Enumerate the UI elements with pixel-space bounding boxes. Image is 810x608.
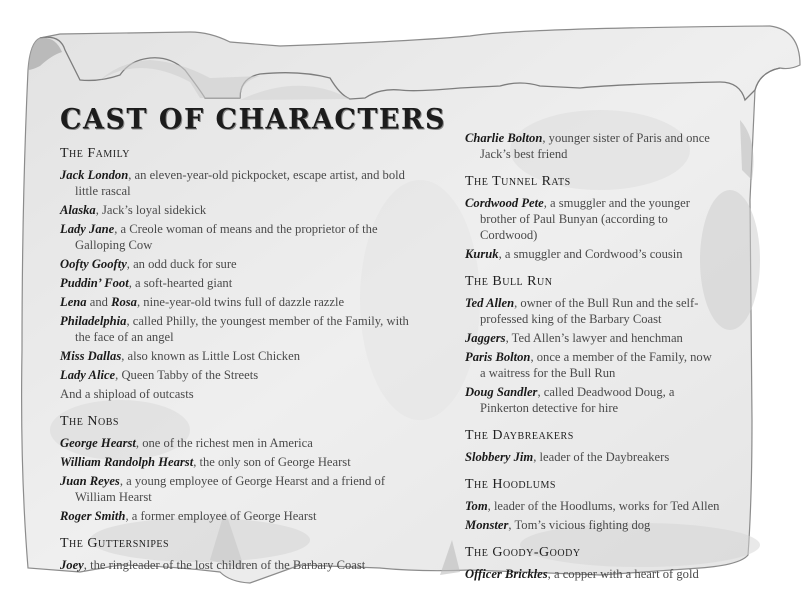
character-name: George Hearst xyxy=(60,436,136,450)
group-title: The Tunnel Rats xyxy=(465,174,571,189)
character-desc: , the ringleader of the lost children of the Barbary Coast xyxy=(83,558,366,572)
character-desc: , younger sister of Paris and once Jack’s best friend xyxy=(480,131,710,161)
character-entry xyxy=(60,294,420,310)
character-entry xyxy=(60,473,420,505)
character-desc: , an odd duck for sure xyxy=(126,257,237,271)
character-entry xyxy=(465,566,720,582)
character-entry xyxy=(60,348,420,364)
character-name: Cordwood Pete xyxy=(465,196,544,210)
character-entry xyxy=(60,454,420,470)
group-the-bull-run xyxy=(465,274,720,416)
character-name: Officer Brickles xyxy=(465,567,548,581)
character-desc: , called Philly, the youngest member of the Family, with the face of an angel xyxy=(75,314,409,344)
group-title: The Bull Run xyxy=(465,274,553,289)
group-title: The Guttersnipes xyxy=(60,536,170,551)
right-column xyxy=(465,130,720,594)
character-entry xyxy=(60,435,420,451)
character-name: Paris Bolton xyxy=(465,350,531,364)
character-desc: , leader of the Daybreakers xyxy=(533,450,670,464)
group-title: The Goody-Goody xyxy=(465,545,581,560)
character-name: Jack London xyxy=(60,168,129,182)
group-family-continued xyxy=(465,130,720,162)
character-name: Monster xyxy=(465,518,509,532)
group-the-goody-goody xyxy=(465,545,720,582)
group-the-guttersnipes xyxy=(60,536,420,573)
character-desc: , Queen Tabby of the Streets xyxy=(115,368,259,382)
character-desc: , leader of the Hoodlums, works for Ted Allen xyxy=(487,499,720,513)
character-entry xyxy=(465,295,720,327)
character-desc: And a shipload of outcasts xyxy=(60,387,194,401)
character-desc: , a former employee of George Hearst xyxy=(125,509,317,523)
character-name: Puddin’ Foot xyxy=(60,276,129,290)
group-title: The Hoodlums xyxy=(465,477,556,492)
character-desc: , a smuggler and the younger brother of Paul Bunyan (according to Cordwood) xyxy=(480,196,690,242)
group-title: The Nobs xyxy=(60,414,119,429)
character-entry xyxy=(60,367,420,383)
character-desc: , the only son of George Hearst xyxy=(193,455,351,469)
character-name: Lady Jane xyxy=(60,222,115,236)
page-title: CAST OF CHARACTERS xyxy=(60,103,446,136)
character-desc: , a smuggler and Cordwood’s cousin xyxy=(498,247,683,261)
character-desc: , Tom’s vicious fighting dog xyxy=(508,518,651,532)
character-desc: , an eleven-year-old pickpocket, escape artist, and bold little rascal xyxy=(75,168,405,198)
character-name: Kuruk xyxy=(465,247,499,261)
group-title: The Daybreakers xyxy=(465,428,574,443)
character-name: Lady Alice xyxy=(60,368,116,382)
character-entry xyxy=(60,508,420,524)
character-entry xyxy=(465,349,720,381)
group-the-hoodlums xyxy=(465,477,720,533)
character-desc: , nine-year-old twins full of dazzle razzle xyxy=(136,295,345,309)
character-name: Philadelphia xyxy=(60,314,127,328)
group-the-tunnel-rats xyxy=(465,174,720,262)
character-desc: , once a member of the Family, now a waitress for the Bull Run xyxy=(480,350,712,380)
character-desc: , called Deadwood Doug, a Pinkerton detective for hire xyxy=(480,385,675,415)
character-entry xyxy=(465,195,720,243)
character-entry xyxy=(60,386,420,402)
character-desc: , owner of the Bull Run and the self-professed king of the Barbary Coast xyxy=(480,296,699,326)
character-desc: and xyxy=(86,295,112,309)
character-name: Doug Sandler xyxy=(465,385,538,399)
character-desc: , Jack’s loyal sidekick xyxy=(95,203,207,217)
character-desc: , one of the richest men in America xyxy=(135,436,313,450)
character-name: Rosa xyxy=(111,295,137,309)
group-the-daybreakers xyxy=(465,428,720,465)
character-entry xyxy=(465,498,720,514)
character-name: William Randolph Hearst xyxy=(60,455,194,469)
character-name: Miss Dallas xyxy=(60,349,122,363)
character-name: Jaggers xyxy=(465,331,506,345)
group-title: The Family xyxy=(60,146,130,161)
character-desc: , a young employee of George Hearst and a friend of William Hearst xyxy=(75,474,386,504)
character-desc: , Ted Allen’s lawyer and henchman xyxy=(505,331,683,345)
character-desc: , also known as Little Lost Chicken xyxy=(121,349,300,363)
character-name: Lena xyxy=(60,295,87,309)
character-name: Alaska xyxy=(60,203,96,217)
character-entry xyxy=(60,256,420,272)
left-column xyxy=(60,146,420,585)
character-entry xyxy=(465,517,720,533)
character-desc: , a Creole woman of means and the proprietor of the Galloping Cow xyxy=(75,222,378,252)
character-name: Roger Smith xyxy=(60,509,126,523)
character-name: Ted Allen xyxy=(465,296,515,310)
character-name: Joey xyxy=(60,558,84,572)
group-the-family xyxy=(60,146,420,402)
character-name: Oofty Goofty xyxy=(60,257,127,271)
character-entry xyxy=(60,202,420,218)
character-entry xyxy=(60,221,420,253)
character-name: Juan Reyes xyxy=(60,474,120,488)
character-entry xyxy=(60,313,420,345)
group-the-nobs xyxy=(60,414,420,524)
character-entry xyxy=(465,330,720,346)
character-entry xyxy=(60,167,420,199)
character-entry xyxy=(465,246,720,262)
character-desc: , a copper with a heart of gold xyxy=(547,567,699,581)
character-desc: , a soft-hearted giant xyxy=(128,276,233,290)
character-entry xyxy=(60,275,420,291)
character-entry xyxy=(465,130,720,162)
character-entry xyxy=(465,449,720,465)
character-name: Tom xyxy=(465,499,488,513)
character-name: Charlie Bolton xyxy=(465,131,543,145)
character-name: Slobbery Jim xyxy=(465,450,534,464)
character-entry xyxy=(465,384,720,416)
character-entry xyxy=(60,557,420,573)
